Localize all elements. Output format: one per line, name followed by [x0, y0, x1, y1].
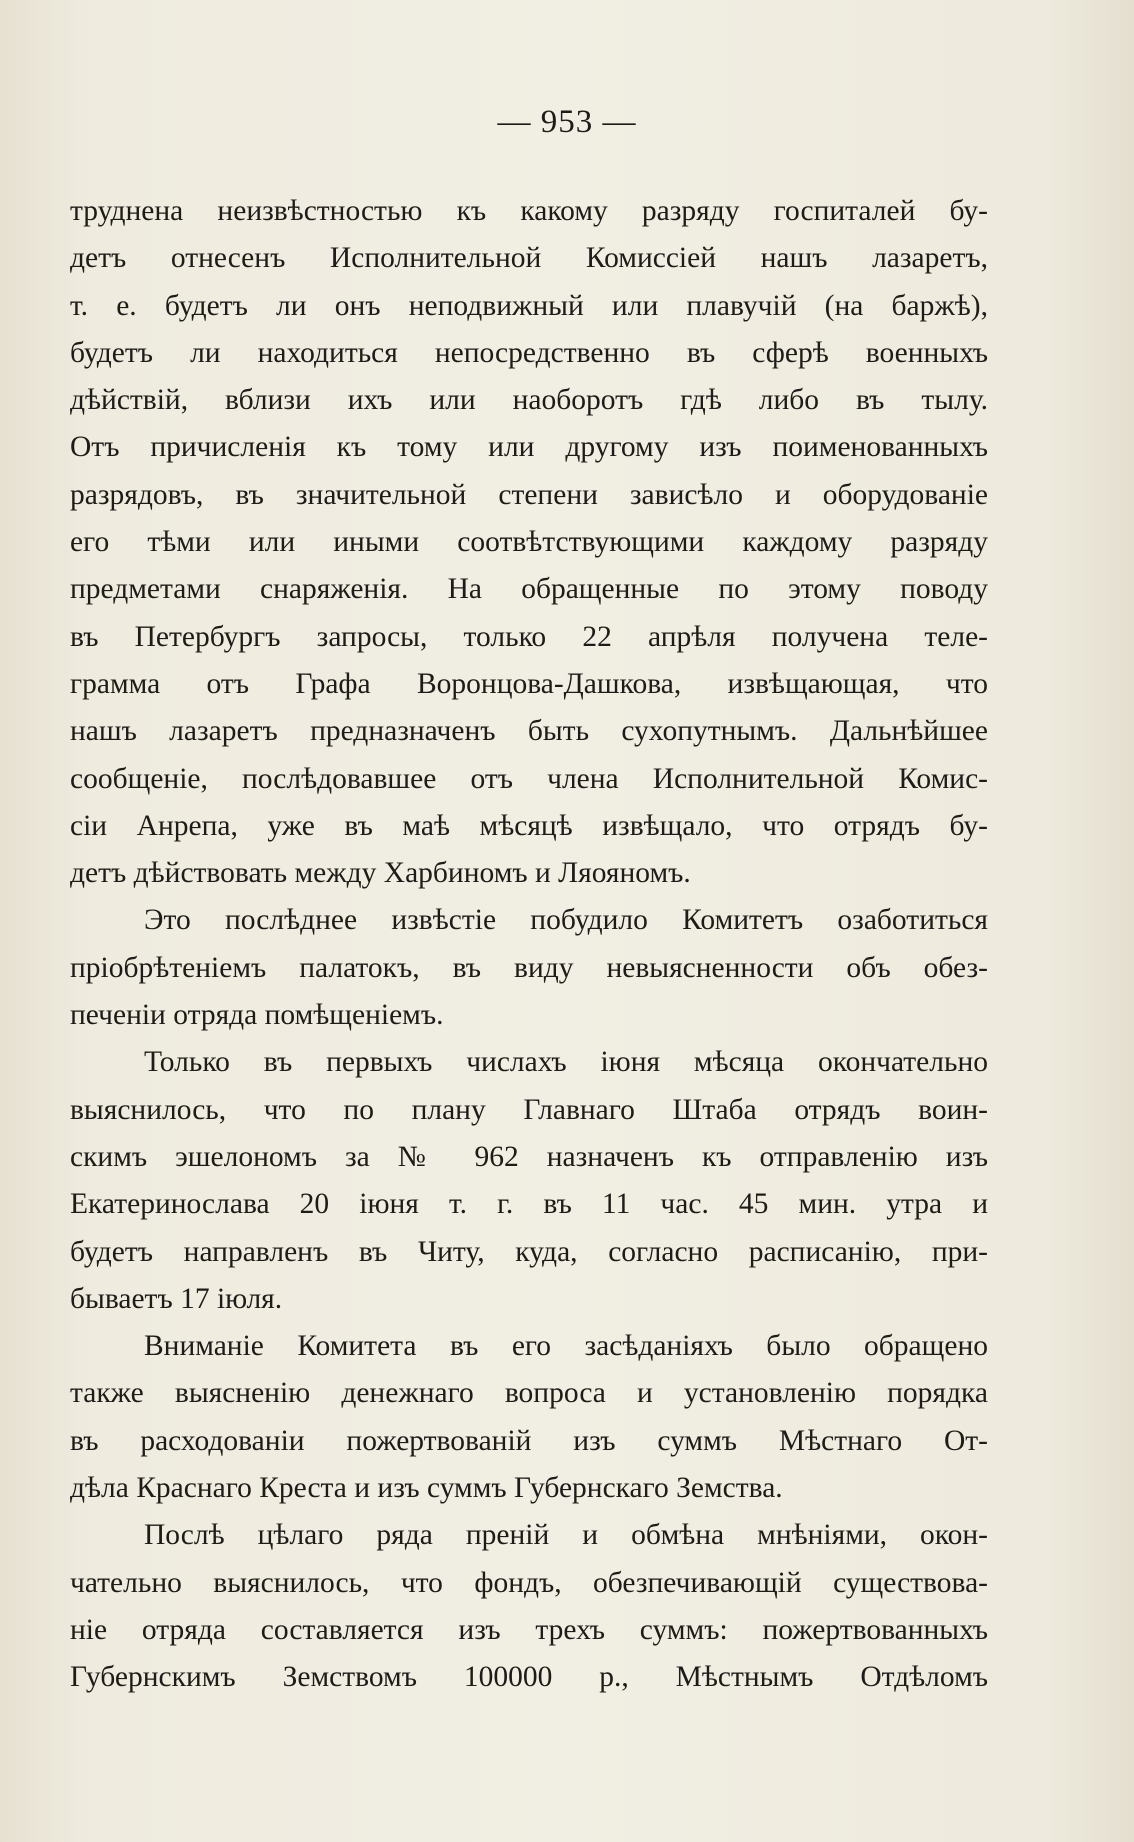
paragraph — [70, 897, 988, 1039]
text-line: Губернскимъ Земствомъ 100000 р., Мѣстнымъ Отдѣломъ — [70, 1661, 988, 1694]
text-line: будетъ ли находиться непосредственно въ сферѣ военныхъ — [70, 336, 988, 369]
text-line: труднена неизвѣстностью къ какому разряду госпиталей бу- — [70, 195, 988, 227]
text-line: предметами снаряженiя. На обращенные по этому поводу — [70, 573, 988, 606]
text-line: выяснилось, что по плану Главнаго Штаба отрядъ воин- — [70, 1093, 988, 1126]
paragraph — [70, 1039, 988, 1323]
page-number: — 953 — — [497, 104, 637, 140]
text-line: чательно выяснилось, что фондъ, обезпечивающiй существова- — [70, 1566, 988, 1599]
text-line: нашъ лазаретъ предназначенъ быть сухопутнымъ. Дальнѣйшее — [70, 715, 988, 748]
text-line: дѣйствiй, вблизи ихъ или наоборотъ гдѣ либо въ тылу. — [70, 384, 988, 417]
text-line: т. е. будетъ ли онъ неподвижный или плавучiй (на баржѣ), — [70, 289, 988, 322]
text-line: грамма отъ Графа Воронцова-Дашкова, извѣщающая, что — [70, 667, 988, 700]
text-line: Отъ причисленiя къ тому или другому изъ поименованныхъ — [70, 431, 988, 464]
text-line: Вниманiе Комитета въ его засѣданiяхъ было обращено — [144, 1330, 988, 1363]
text-line: Екатеринослава 20 iюня т. г. въ 11 час. 45 мин. утра и — [70, 1188, 988, 1221]
text-line: прiобрѣтенiемъ палатокъ, въ виду невыясненности объ обез- — [70, 951, 988, 984]
text-line: нiе отряда составляется изъ трехъ суммъ: пожертвованныхъ — [70, 1613, 988, 1646]
text-line: въ расходованiи пожертвованiй изъ суммъ Мѣстнаго От- — [70, 1424, 988, 1457]
text-line: разрядовъ, въ значительной степени зависѣло и оборудованiе — [70, 478, 988, 511]
text-line: печенiи отряда помѣщенiемъ. — [70, 999, 444, 1032]
text-line: сообщенiе, послѣдовавшее отъ члена Исполнительной Комис- — [70, 762, 988, 795]
text-line: въ Петербургъ запросы, только 22 апрѣля получена теле- — [70, 620, 988, 653]
text-line: сiи Анрепа, уже въ маѣ мѣсяцѣ извѣщало, что отрядъ бу- — [70, 809, 988, 842]
text-line: дѣла Краснаго Креста и изъ суммъ Губернскаго Земства. — [70, 1472, 783, 1505]
text-line: скимъ эшелономъ за № 962 назначенъ къ отправленiю изъ — [70, 1140, 988, 1173]
text-line: Послѣ цѣлаго ряда пренiй и обмѣна мнѣнiями, окон- — [144, 1519, 988, 1552]
paragraph — [70, 1323, 988, 1512]
text-line: будетъ направленъ въ Читу, куда, согласно расписанiю, при- — [70, 1235, 988, 1268]
text-line: детъ отнесенъ Исполнительной Комиссiей нашъ лазаретъ, — [70, 242, 988, 275]
text-line: Это послѣднее извѣстiе побудило Комитетъ озаботиться — [144, 904, 988, 937]
paragraph — [70, 188, 988, 897]
text-line: его тѣми или иными соотвѣтствующими каждому разряду — [70, 526, 988, 559]
text-line: бываетъ 17 iюля. — [70, 1282, 283, 1315]
body-text — [70, 188, 988, 1702]
text-line: также выясненiю денежнаго вопроса и установленiю порядка — [70, 1377, 988, 1410]
paragraph — [70, 1512, 988, 1701]
text-line: Только въ первыхъ числахъ iюня мѣсяца окончательно — [144, 1046, 988, 1079]
text-line: детъ дѣйствовать между Харбиномъ и Ляояномъ. — [70, 857, 691, 890]
